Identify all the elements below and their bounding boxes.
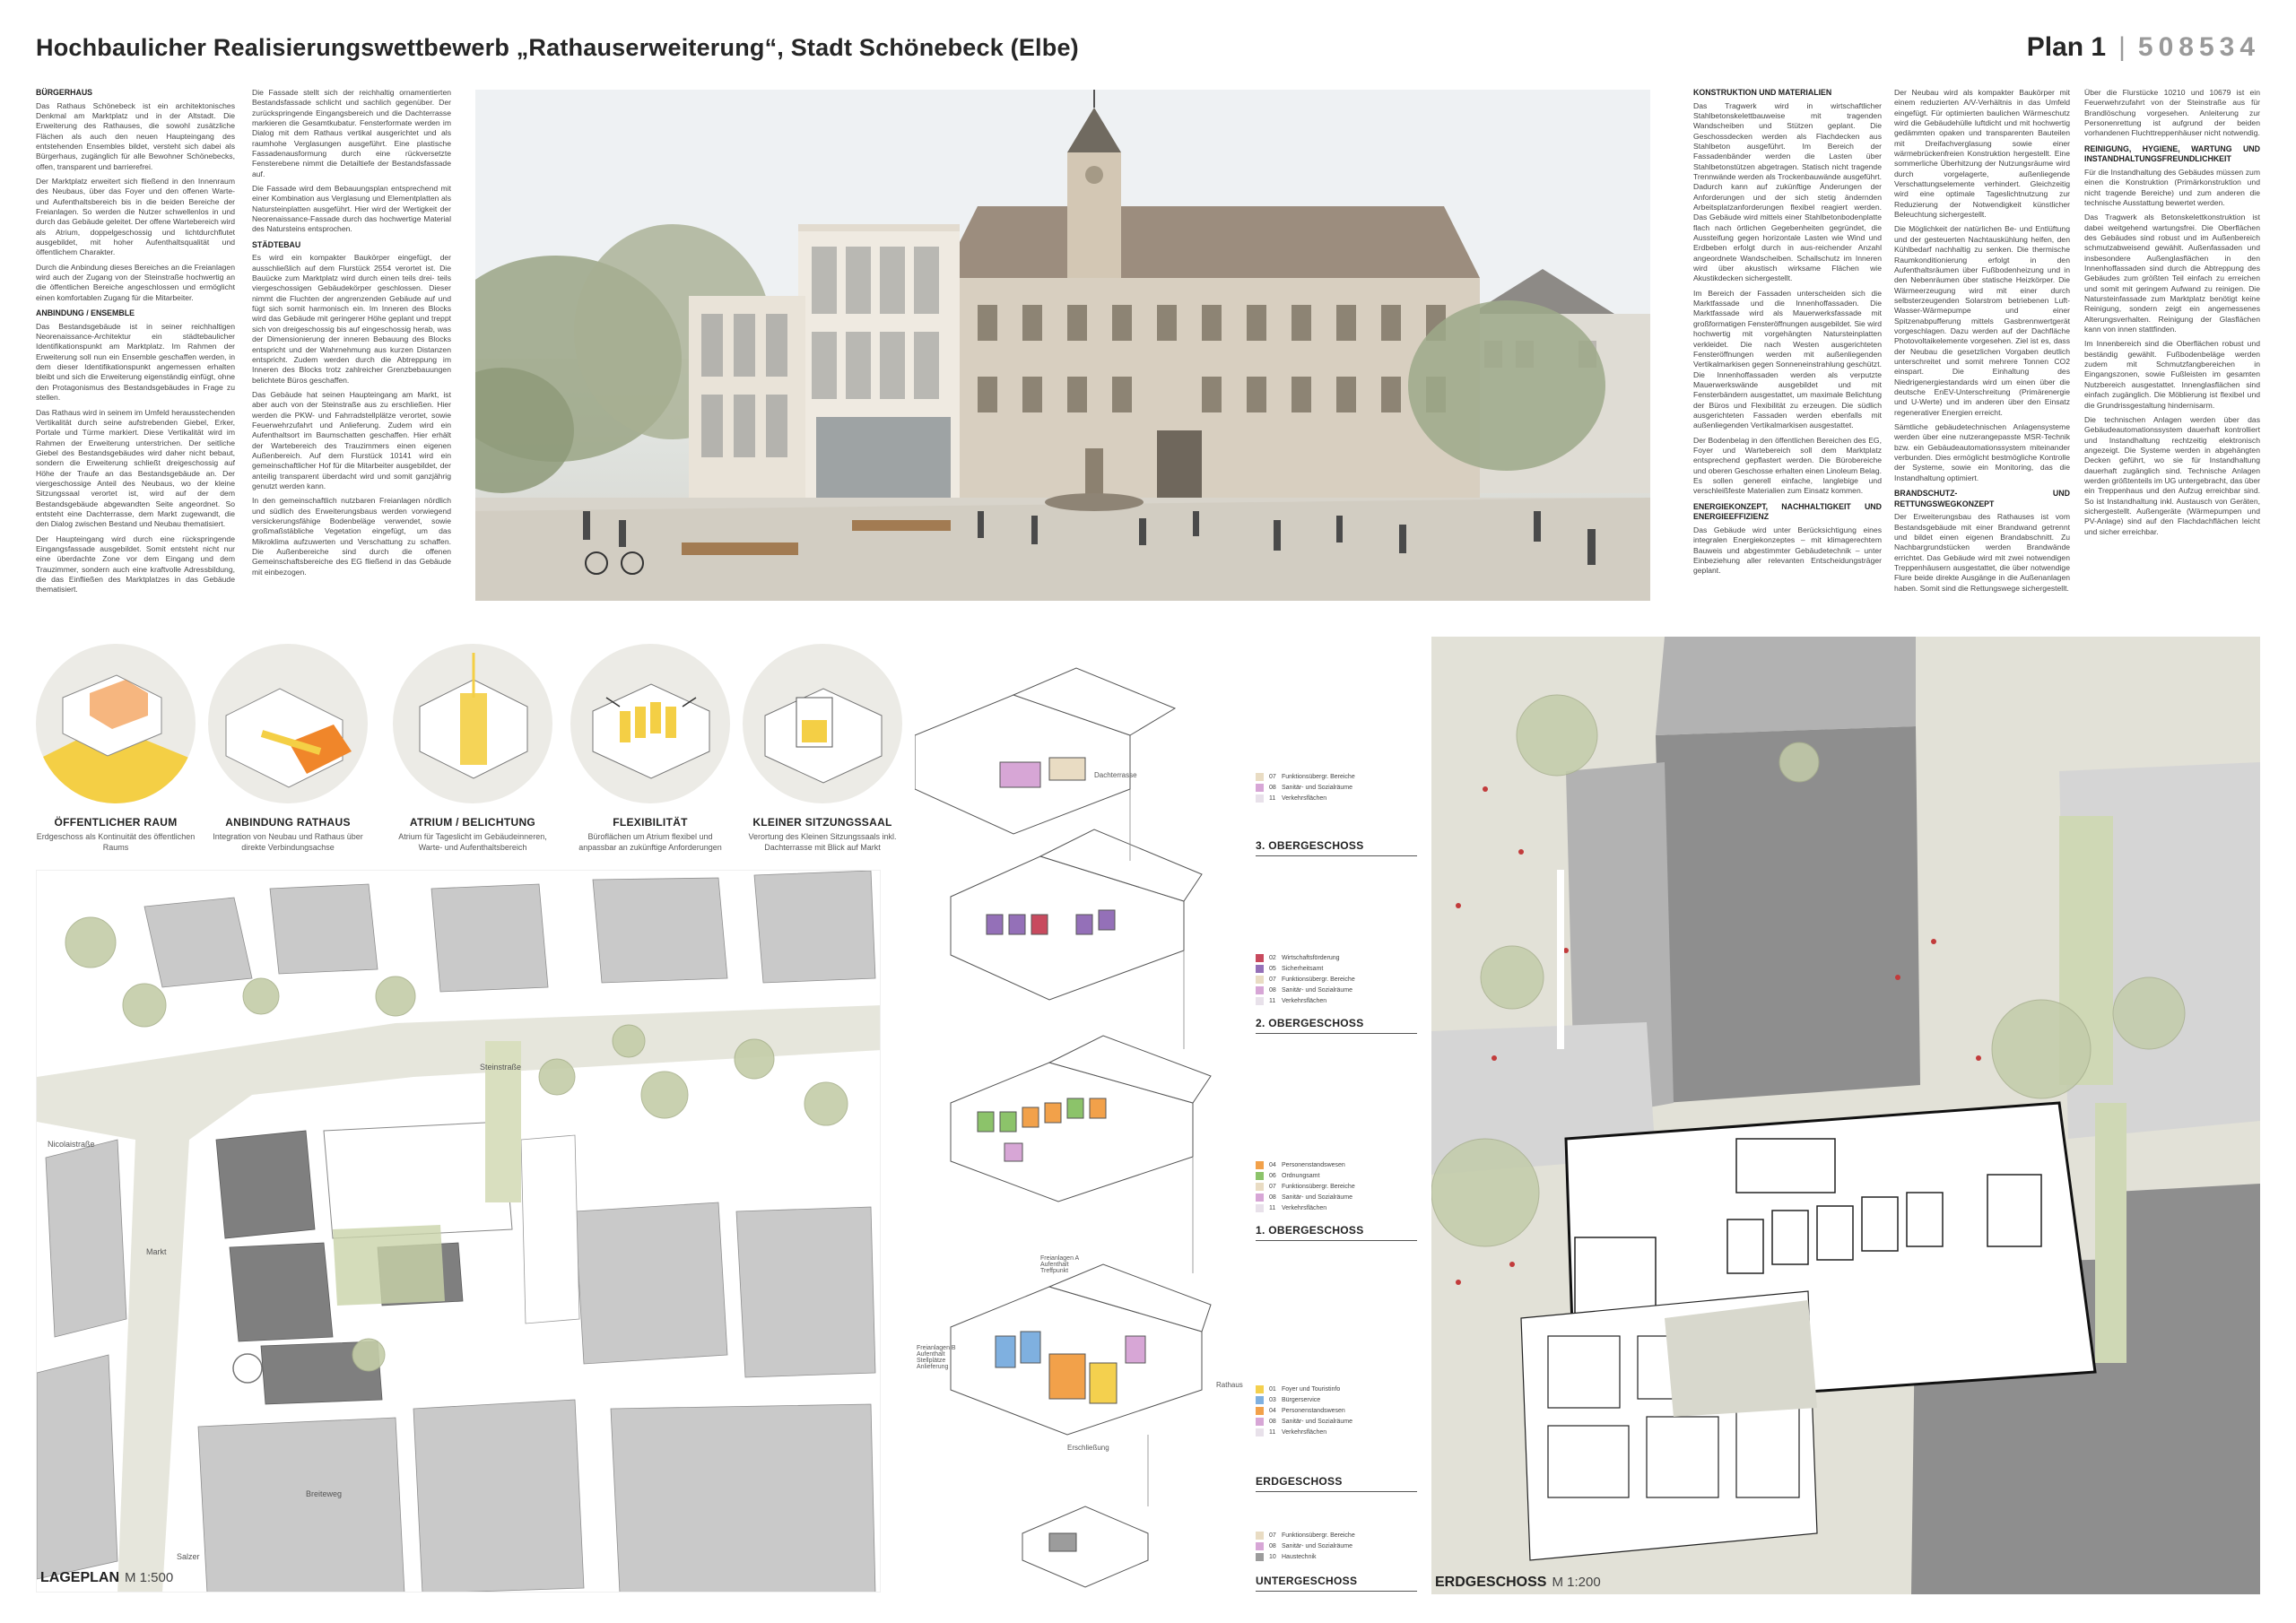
legend-item — [1256, 1416, 1417, 1427]
legend-item — [1256, 1530, 1417, 1541]
legend-item — [1256, 782, 1417, 793]
legend-label: Verkehrsflächen — [1282, 1428, 1327, 1436]
floor-block-3og — [1256, 771, 1417, 856]
floor-title: 1. OBERGESCHOSS — [1256, 1224, 1364, 1237]
floor-rule — [1256, 1591, 1417, 1592]
legend-label: Sanitär- und Sozialräume — [1282, 784, 1352, 791]
diagram-title: FLEXIBILITÄT — [613, 816, 688, 829]
legend-item — [1256, 1181, 1417, 1192]
section-paragraph: Das Rathaus wird in seinem im Umfeld herausstechenden Vertikalität durch seine aufstrebenden Giebel, Erker, Portale und Türme markiert. Diese Vertikalität wird im Rahmen der Erweiterung unterstrichen. Der seitliche Giebel des Bestandsgebäudes wird daher nicht bebaut, sondern die Erweiterung schließt dreigeschossig auf Höhe der Traufe an das Bestandsgebäude an. Der viergeschossige Anteil des Neubaus, wo der kleine Sitzungssaal verortet ist, wird auf der dem Bestandsgebäude abgewandten Seite angeordnet. So entsteht eine Dachterrasse, dem Markt zugewandt, die den Dialog zwischen Bestand und Neubau thematisiert. — [36, 407, 235, 529]
section-paragraph: Im Innenbereich sind die Oberflächen robust und beständig gewählt. Fußbodenbeläge werden zudem mit Schmutzfangbereichen in Eingangszonen, sowie Fußleisten im gesamten Nutzbereich ausgestattet. Innenglasflächen sind einfach zugänglich. Die Möblierung ist flexibel und die Grundrissgestaltung hindernisarm. — [2084, 339, 2260, 410]
street-label: Markt — [146, 1247, 167, 1256]
floor-legend — [1256, 771, 1417, 803]
diagram-subtitle: Verortung des Kleinen Sitzungssaals inkl. Dachterrasse mit Blick auf Markt — [748, 832, 897, 852]
floor-rule — [1256, 1240, 1417, 1241]
legend-label: Verkehrsflächen — [1282, 1204, 1327, 1211]
ground-floor-scale: M 1:200 — [1552, 1575, 1601, 1590]
legend-swatch — [1256, 1161, 1264, 1169]
legend-label: Verkehrsflächen — [1282, 794, 1327, 802]
section-paragraph: Durch die Anbindung dieses Bereiches an die Freianlagen wird auch der Zugang von der Steinstraße hochwertig an die öffentlichen Bereiche angeschlossen und ermöglicht einen komfortablen Zugang für die Mitarbeiter. — [36, 262, 235, 302]
diagram-circle-3 — [393, 644, 552, 803]
site-plan-scale: M 1:500 — [125, 1570, 174, 1585]
section-paragraph: Die Möglichkeit der natürlichen Be- und Entlüftung und der gesteuerten Nachtauskühlung helfen, den Kühlbedarf nachhaltig zu senken. Die thermische Raumkonditionierung erfolgt in den Aufenthaltsräumen über Fußbodenheizung und in den Nebenräumen über statische Heizkörper. Die Wärmeerzeugung wird mit einer durch selbsterzeugenden Solarstrom betriebenen Luft-Wasser-Wärmepumpe und einer Spitzenabpufferung mittels Gasbrennwertgerät vorgeschlagen. Dazu werden auf der Dachfläche Photovoltaikelemente vorgesehen. Ziel ist es, dass der Neubau die gesetzlichen Vorgaben deutlich unterschreitet und somit mehrere Tonnen CO2 einspart. Die Einhaltung des Niedrigenergiestandards wird um einen über die deutsche EnEV-Unterschreitung (Primärenergie und U-Werte) und im anderen über den Einsatz regenerativer Energien erreicht. — [1894, 224, 2070, 417]
section-paragraph: Der Bodenbelag in den öffentlichen Bereichen des EG, Foyer und Wartebereich soll dem Marktplatz entsprechend gepflastert werden. Die Bürobereiche und oberen Geschosse erhalten einen Linoleum Belag. Es sollen generell einfache, langlebige und verschleißfeste Materialien zum Einsatz kommen. — [1693, 435, 1882, 496]
ground-floor-drawing — [1431, 637, 2260, 1594]
section-heading: ANBINDUNG / ENSEMBLE — [36, 308, 135, 318]
legend-item — [1256, 1541, 1417, 1551]
legend-item — [1256, 1551, 1417, 1562]
floor-title: 3. OBERGESCHOSS — [1256, 839, 1364, 852]
diagram-subtitle: Büroflächen um Atrium flexibel und anpassbar an zukünftige Anforderungen — [578, 832, 722, 852]
legend-item — [1256, 974, 1417, 985]
text-column-2 — [252, 88, 451, 608]
axo-label-rathaus: Rathaus — [1216, 1381, 1243, 1389]
diagram-title: ANBINDUNG RATHAUS — [225, 816, 351, 829]
diagram-title: KLEINER SITZUNGSSAAL — [752, 816, 892, 829]
section-paragraph: Das Gebäude hat seinen Haupteingang am Markt, ist aber auch von der Steinstraße aus zu erschließen. Hier werden die PKW- und Fahrradstellplätze verortet, sowie Feuerwehrzufahrt und Anlieferung. Zudem wird ein Aufenthaltsort im Baumschatten geschaffen. Hier erhält der Wartebereich des Trauzimmers einen eigenen Außenbereich. Auf dem Flurstück 10141 wird ein gemeinschaftlicher Hof für die Mitarbeiter ausgebildet, der anteilig transparent überdacht wird und somit ganzjährig genutzt werden kann. — [252, 389, 451, 490]
legend-swatch — [1256, 1193, 1264, 1202]
section-heading: KONSTRUKTION UND MATERIALIEN — [1693, 88, 1832, 97]
legend-number: 08 — [1269, 1193, 1276, 1201]
floor-block-2og — [1256, 952, 1417, 1034]
legend-label: Sanitär- und Sozialräume — [1282, 1542, 1352, 1549]
floor-block-eg — [1256, 1384, 1417, 1492]
diagram-connection-rathaus — [208, 644, 368, 853]
floor-block-1og — [1256, 1159, 1417, 1241]
legend-number: 02 — [1269, 954, 1276, 961]
section-paragraph: Das Tragwerk wird in wirtschaftlicher Stahlbetonskelettbauweise mit tragenden Wandscheiben und Stützen geplant. Die Geschossdecken werden als Flachdecken aus Stahlbeton ausgeführt. Im Bereich der Fassadenbänder werden die Lasten über Stahlbetonstützen abgetragen. Statisch nicht tragende Trennwände werden als Trockenbauwände ausgeführt. Dadurch kann auf zukünftige Änderungen der Anforderungen und der sich stetig ändernden Arbeitsplatzanforderungen flexibel reagiert werden. Das Gebäude wird mittels einer Stahlbetonbodenplatte flach nach örtlichen Gegebenheiten gegründet, die Aussteifung gegen horizontale Lasten wie Wind und Erdbeben erfolgt durch in aus-reichender Anzahl angeordnete Wandscheiben. Schallschutz im Inneren wird über akustisch wirksame Flächen wie Akustikdecken sichergestellt. — [1693, 100, 1882, 283]
floor-rule — [1256, 1491, 1417, 1492]
legend-number: 08 — [1269, 1542, 1276, 1549]
legend-swatch — [1256, 1183, 1264, 1191]
section-heading: BRANDSCHUTZ- UND RETTUNGSWEGKONZEPT — [1894, 489, 2070, 508]
legend-item — [1256, 995, 1417, 1006]
diagram-title: ATRIUM / BELICHTUNG — [409, 816, 536, 829]
plan-label: Plan 1 — [2026, 32, 2107, 62]
site-plan-drawing — [37, 871, 881, 1593]
legend-swatch — [1256, 954, 1264, 962]
legend-number: 04 — [1269, 1161, 1276, 1168]
legend-swatch — [1256, 1542, 1264, 1550]
legend-label: Ordnungsamt — [1282, 1172, 1320, 1179]
legend-item — [1256, 952, 1417, 963]
legend-item — [1256, 1405, 1417, 1416]
floor-block-ug — [1256, 1530, 1417, 1592]
legend-swatch — [1256, 794, 1264, 803]
legend-number: 08 — [1269, 986, 1276, 994]
page-title: Hochbaulicher Realisierungswettbewerb „Rathauserweiterung“, Stadt Schönebeck (Elbe) — [36, 34, 1079, 61]
diagram-flexibility — [570, 644, 730, 853]
street-label: Steinstraße — [480, 1063, 522, 1072]
section-paragraph: Das Tragwerk als Betonskelettkonstruktion ist dabei weitgehend wartungsfrei. Die Oberflächen des Gebäudes sind robust und im Außenbereich schmutzabweisend gewählt. Außenfassaden und insbesondere Außenglasflächen in den Innenhoffassaden sind durch die Abtreppung des Gebäudes zum größten Teil einfach zu erreichen und somit mit geringem Aufwand zu reinigen. Die Natursteinfassade zum Marktplatz benötigt keine Reinigung, sondern zeigt ein angemessenes Alterungsverhalten. Reinigung der Glasflächen kann von innen stattfinden. — [2084, 213, 2260, 334]
legend-number: 01 — [1269, 1385, 1276, 1393]
diagram-illustration-2 — [208, 644, 368, 803]
section-paragraph: Der Marktplatz erweitert sich fließend in den Innenraum des Neubaus, über das Foyer und den offenen Warte- und Aufenthaltsbereich bis in die beiden Bereiche der Freianlagen. So werden die Nutzer schwellenlos in und durch das Gebäude geleitet. Der offene Wartebereich wird als Atrium, doppelgeschossig und lichtdurchflutet ausgebildet, mit hoher Aufenthaltsqualität und öffentlichem Charakter. — [36, 177, 235, 257]
section-heading: STÄDTEBAU — [252, 239, 301, 249]
diagram-subtitle: Integration von Neubau und Rathaus über direkte Verbindungsachse — [213, 832, 363, 852]
axo-label-freianlagen-b: Freianlagen B Aufenthalt Stellplätze Anlieferung — [917, 1345, 956, 1370]
diagram-circle-2 — [208, 644, 368, 803]
diagram-illustration-4 — [570, 644, 730, 803]
legend-swatch — [1256, 976, 1264, 984]
legend-label: Bürgerservice — [1282, 1396, 1321, 1403]
floor-legend — [1256, 952, 1417, 1006]
legend-number: 03 — [1269, 1396, 1276, 1403]
section-heading: REINIGUNG, HYGIENE, WARTUNG UND INSTANDHALTUNGSFREUNDLICHKEIT — [2084, 143, 2260, 164]
diagram-circle-4 — [570, 644, 730, 803]
section-paragraph: Der Haupteingang wird durch eine rückspringende Eingangsfassade ausgebildet. Somit entsteht nicht nur eine überdachte Zone vor dem Eingang und dem Trauzimmer, sondern auch eine kraftvolle Adressbildung, die das Einfließen des Marktplatzes in das Gebäude thematisiert. — [36, 534, 235, 595]
legend-swatch — [1256, 986, 1264, 994]
legend-swatch — [1256, 1385, 1264, 1393]
legend-item — [1256, 985, 1417, 995]
legend-label: Funktionsübergr. Bereiche — [1282, 773, 1355, 780]
diagram-circle-5 — [743, 644, 902, 803]
floor-legend — [1256, 1384, 1417, 1437]
legend-number: 10 — [1269, 1553, 1276, 1560]
section-heading: ENERGIEKONZEPT, NACHHALTIGKEIT UND ENERGIEEFFIZIENZ — [1693, 501, 1882, 522]
diagram-illustration-1 — [36, 644, 196, 803]
legend-number: 11 — [1269, 997, 1276, 1004]
axo-label-freianlagen-a: Freianlagen A Aufenthalt Treffpunkt — [1040, 1255, 1079, 1274]
legend-number: 05 — [1269, 965, 1276, 972]
section-paragraph: Die technischen Anlagen werden über das Gebäudeautomationssystem dauerhaft kontrolliert und Instandhaltung rechtzeitig elektronisch angezeigt. Die Systeme werden in abgehängten Decken geführt, wo sie für Instandhaltung dauerhaft zugänglich sind. Technische Anlagen werden größtenteils im UG untergebracht, das über ein Treppenhaus und den Aufzug erreichbar sind. So ist Instandhaltung inkl. Austausch von Geräten, sichergestellt. Außengeräte (Wärmepumpen und PV-Anlage) sind auf den Flachdachflächen leicht und sicher erreichbar. — [2084, 414, 2260, 536]
site-plan — [36, 870, 881, 1593]
legend-label: Verkehrsflächen — [1282, 997, 1327, 1004]
diagram-circle-1 — [36, 644, 196, 803]
site-plan-title: LAGEPLAN — [40, 1570, 119, 1585]
section-paragraph: Der Neubau wird als kompakter Baukörper mit einem reduzierten A/V-Verhältnis in das Umfeld eingefügt. Für optimierten baulichen Wärmeschutz wird die Gebäudehülle luftdicht und mit hochwertig gedämmten opaken und transparenten Bauteilen mit Dreifachverglasung sowie einer wärmebrückenfreien Konstruktion hergestellt. Eine sommerliche Überhitzung der Nutzungsräume wird durch vorgelagerte, außenliegende Verschattungselemente verhindert. Gleichzeitig wird eine optimale Tageslichtnutzung zur Reduzierung der Notwendigkeit künstlicher Beleuchtung sichergestellt. — [1894, 88, 2070, 220]
legend-item — [1256, 1170, 1417, 1181]
legend-number: 08 — [1269, 1418, 1276, 1425]
text-column-4 — [1894, 88, 2070, 608]
text-column-3 — [1693, 88, 1882, 608]
legend-number: 07 — [1269, 1183, 1276, 1190]
entry-code: 508534 — [2137, 32, 2260, 62]
text-column-1 — [36, 88, 235, 608]
section-paragraph: Es wird ein kompakter Baukörper eingefügt, der ausschließlich auf dem Flurstück 2554 verortet ist. Die Bauücke zum Marktplatz wird durch einen teils drei- teils viergeschossigen Gebäudekörper geschlossen. Dieser nimmt die Fluchten der angrenzenden Gebäude auf und fügt sich somit harmonisch ein. Im Inneren des Blocks wird das Gebäude mit geringerer Höhe geplant und treppt sich von dreigeschossig bis auf eingeschossig herab, was der Dimensionierung der inneren Bebauung des Blocks entspricht und der Wahrnehmung aus kurzen Distanzen entspricht. Zudem werden durch die Abtreppung im Inneren des Blocks trotz zahlreicher Grenzbebauungen belichtete Büros geschaffen. — [252, 253, 451, 385]
street-label: Breiteweg — [306, 1489, 343, 1498]
section-paragraph: Über die Flurstücke 10210 und 10679 ist ein Feuerwehrzufahrt von der Steinstraße aus für Brandlöschung vorgesehen. Anleiterung zur Personenrettung ist aufgrund der beiden vorhandenen Fluchttreppenhäuser nicht notwendig. — [2084, 88, 2260, 138]
legend-swatch — [1256, 1418, 1264, 1426]
diagram-illustration-3 — [393, 644, 552, 803]
legend-number: 11 — [1269, 794, 1276, 802]
legend-label: Haustechnik — [1282, 1553, 1317, 1560]
axo-label-roof-terrace: Dachterrasse — [1094, 771, 1137, 779]
section-paragraph: Im Bereich der Fassaden unterscheiden sich die Marktfassade und die Innenhoffassaden. Die Marktfassade wird als Mauerwerksfassade mit großformatigen Fensteröffnungen ausgebildet. Sie wird hochwertig mit vorgehängten Natursteinplatten verkleidet. Die nach Westen ausgerichteten Fensteröffnungen werden mit außenliegenden Vertikalmarkisen gegen Sonneneinstrahlung geschützt. Die Innenhoffassaden werden als verputzte Mauerwerkswände ausgebildet und mit Fensterbändern ausgestattet, um maximale Belichtung der Büros und Flexibilität zu erzeugen. Die südlich ausgerichteten Fassaden werden ebenfalls mit außenliegenden Vertikalmarkisen ausgestattet. — [1693, 288, 1882, 430]
legend-swatch — [1256, 773, 1264, 781]
legend-label: Sanitär- und Sozialräume — [1282, 1418, 1352, 1425]
section-heading: BÜRGERHAUS — [36, 88, 93, 97]
legend-label: Funktionsübergr. Bereiche — [1282, 1532, 1355, 1539]
plan-separator: | — [2118, 32, 2126, 62]
diagram-title: ÖFFENTLICHER RAUM — [54, 816, 178, 829]
legend-item — [1256, 1159, 1417, 1170]
legend-number: 07 — [1269, 976, 1276, 983]
section-paragraph: Das Rathaus Schönebeck ist ein architektonisches Denkmal am Marktplatz und in der Altstadt. Die Erweiterung des Rathauses, die sowohl zusätzliche Flächen als auch den neuen Haupteingang des entstehenden Ensembles bildet, versteht sich dabei als Bürgerhaus, zugänglich für alle Bewohner Schönebecks, offen, transparent und barrierefrei. — [36, 100, 235, 171]
legend-swatch — [1256, 1396, 1264, 1404]
axo-label-circulation: Erschließung — [1067, 1444, 1109, 1452]
legend-swatch — [1256, 1428, 1264, 1436]
legend-swatch — [1256, 1553, 1264, 1561]
legend-label: Foyer und Touristinfo — [1282, 1385, 1341, 1393]
legend-item — [1256, 1394, 1417, 1405]
legend-label: Sicherheitsamt — [1282, 965, 1324, 972]
legend-item — [1256, 1427, 1417, 1437]
legend-number: 07 — [1269, 1532, 1276, 1539]
legend-item — [1256, 1384, 1417, 1394]
section-paragraph: Das Bestandsgebäude ist in seiner reichhaltigen Neorenaissance-Architektur ein städtebaulicher Identifikationspunkt am Marktplatz. Im Rahmen der Erweiterung soll nun ein Ensemble geschaffen werden, in dem dieser Identifikationspunkt angemessen erhalten bleibt und sich die Erweiterung eigenständig einfügt, ohne den Protagonismus des Bestandsgebäudes in Frage zu stellen. — [36, 321, 235, 403]
legend-swatch — [1256, 997, 1264, 1005]
legend-number: 11 — [1269, 1204, 1276, 1211]
section-paragraph: Die Fassade wird dem Bebauungsplan entsprechend mit einer Kombination aus Verglasung und Elementplatten als Natursteinplatten ausgeführt. Hier wird der Wertigkeit der Neorenaissance-Fassade durch das hochwertige Material des Natursteins entsprochen. — [252, 184, 451, 234]
text-column-5 — [2084, 88, 2260, 608]
plan-number — [2027, 32, 2260, 63]
ground-floor-title: ERDGESCHOSS — [1435, 1575, 1547, 1590]
diagram-subtitle: Erdgeschoss als Kontinuität des öffentlichen Raums — [36, 832, 196, 852]
legend-label: Sanitär- und Sozialräume — [1282, 986, 1352, 994]
section-paragraph: Der Erweiterungsbau des Rathauses ist vom Bestandsgebäude mit einer Brandwand getrennt und bildet einen eigenen Brandabschnitt. Zu Nachbargrundstücken werden Brandwände errichtet. Das Gebäude wird mit zwei notwendigen Treppenhäusern ausgestattet, die über notwendige Flure beide direkte Ausgänge in die Außenanlagen haben. Somit sind die Rettungswege sichergestellt. — [1894, 512, 2070, 593]
floor-rule — [1256, 1033, 1417, 1034]
floor-legend — [1256, 1530, 1417, 1562]
ground-floor-plan — [1431, 637, 2260, 1594]
ground-floor-label — [1435, 1575, 1601, 1591]
rendering-illustration — [475, 90, 1650, 601]
diagram-atrium — [393, 644, 552, 853]
legend-item — [1256, 793, 1417, 803]
legend-item — [1256, 1202, 1417, 1213]
legend-label: Funktionsübergr. Bereiche — [1282, 1183, 1355, 1190]
legend-swatch — [1256, 1407, 1264, 1415]
floor-title: UNTERGESCHOSS — [1256, 1575, 1358, 1587]
legend-label: Wirtschaftsförderung — [1282, 954, 1340, 961]
floor-rule — [1256, 855, 1417, 856]
exterior-rendering — [475, 90, 1650, 601]
legend-label: Personenstandswesen — [1282, 1161, 1345, 1168]
street-label: Nicolaistraße — [48, 1140, 95, 1149]
section-paragraph: In den gemeinschaftlich nutzbaren Freianlagen nördlich und südlich des Erweiterungsbaus werden vorwiegend versickerungsfähige Bodenbeläge verwendet, sowie großmaßstäbliche Vegetation eingefügt, um das Mikroklima aufzuwerten und Verschattung zu schaffen. Die Außenbereiche sind durch die offenen Gemeinschaftsbereiche des EG fließend in das Gebäude mit einbezogen. — [252, 496, 451, 577]
legend-swatch — [1256, 784, 1264, 792]
diagram-illustration-5 — [743, 644, 902, 803]
legend-number: 07 — [1269, 773, 1276, 780]
floor-legend — [1256, 1159, 1417, 1213]
floor-title: 2. OBERGESCHOSS — [1256, 1017, 1364, 1029]
diagram-subtitle: Atrium für Tageslicht im Gebäudeinneren, Warte- und Aufenthaltsbereich — [398, 832, 547, 852]
section-paragraph: Die Fassade stellt sich der reichhaltig ornamentierten Bestandsfassade schlicht und sachlich gegenüber. Der zurückspringende Eingangsbereich und die Dachterrasse markieren die Gesamtkubatur. Fensterformate werden im Dialog mit dem Rathaus vertikal ausgerichtet und als raumhohe Verglasungen ausgeführt. Eine plastische Fassadenausformung durch eine rückversetzte Fensterebene nimmt die Detailtiefe der Bestandsfassade auf. — [252, 88, 451, 178]
legend-swatch — [1256, 965, 1264, 973]
diagram-small-council-hall — [743, 644, 902, 853]
legend-item — [1256, 963, 1417, 974]
legend-label: Personenstandswesen — [1282, 1407, 1345, 1414]
street-label: Salzer — [177, 1552, 200, 1561]
legend-number: 08 — [1269, 784, 1276, 791]
legend-number: 06 — [1269, 1172, 1276, 1179]
legend-label: Sanitär- und Sozialräume — [1282, 1193, 1352, 1201]
section-paragraph: Sämtliche gebäudetechnischen Anlagensysteme werden über eine nutzerangepasste MSR-Technik bzw. ein Gebäudeautomationssystem miteinander verbunden. Dies ermöglicht bestmögliche Kontrolle der Systeme, sowie ein Monitoring, das die Instandhaltung optimiert. — [1894, 422, 2070, 482]
diagram-public-space — [36, 644, 196, 853]
floor-title: ERDGESCHOSS — [1256, 1475, 1343, 1488]
legend-swatch — [1256, 1204, 1264, 1212]
site-plan-label — [40, 1570, 173, 1586]
legend-item — [1256, 771, 1417, 782]
legend-item — [1256, 1192, 1417, 1202]
section-paragraph: Das Gebäude wird unter Berücksichtigung eines integralen Energiekonzeptes – mit klimagerechtem Bauweis und abgestimmter Gebäudetechnik – unter Einbeziehung aller relevanten Entscheidungsträger geplant. — [1693, 525, 1882, 576]
legend-swatch — [1256, 1532, 1264, 1540]
legend-number: 11 — [1269, 1428, 1276, 1436]
legend-swatch — [1256, 1172, 1264, 1180]
legend-label: Funktionsübergr. Bereiche — [1282, 976, 1355, 983]
legend-number: 04 — [1269, 1407, 1276, 1414]
section-paragraph: Für die Instandhaltung des Gebäudes müssen zum einen die Konstruktion (Primärkonstruktion und nicht tragende Bereiche) und zum anderen die technische Ausstattung bewertet werden. — [2084, 167, 2260, 207]
